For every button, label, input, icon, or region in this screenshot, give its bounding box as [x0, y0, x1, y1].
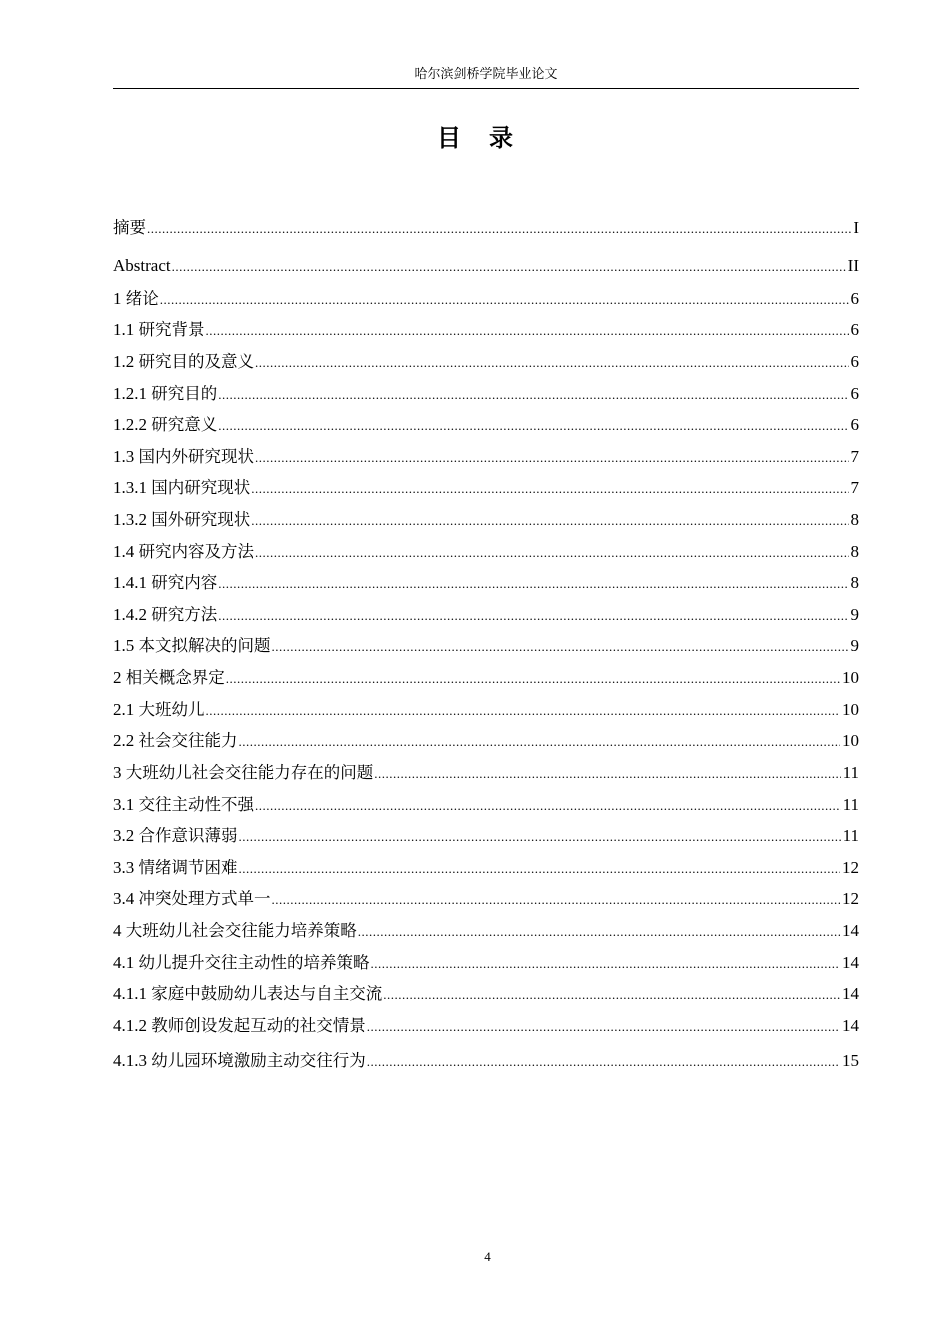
toc-entry-label [113, 729, 238, 753]
toc-entry-label [113, 1049, 366, 1073]
toc-entry[interactable] [113, 445, 859, 469]
toc-entry-label [113, 540, 254, 564]
toc-entry-page: 6 [850, 352, 859, 371]
toc-entry-page: 8 [850, 510, 859, 529]
toc-entry-page: I [853, 218, 859, 237]
toc-entry[interactable] [113, 666, 859, 690]
toc-entry-text: 情绪调节困难 [138, 858, 238, 877]
toc-entry-label [113, 634, 271, 658]
toc-entry-label [113, 476, 250, 500]
dot-leader [206, 319, 849, 343]
toc-entry-text: 家庭中鼓励幼儿表达与自主交流 [151, 984, 383, 1003]
dot-leader [206, 699, 841, 723]
dot-leader [367, 1050, 840, 1074]
toc-entry-label [113, 982, 382, 1006]
toc-entry-label [113, 382, 217, 406]
toc-entry-label [113, 793, 254, 817]
toc-entry-page: 6 [850, 320, 859, 339]
toc-entry-text: 交往主动性不强 [138, 795, 254, 814]
toc-entry-page: 6 [850, 384, 859, 403]
dot-leader [371, 952, 841, 976]
toc-entry-page: 10 [842, 668, 859, 687]
dot-leader [160, 288, 849, 312]
toc-entry-page: 11 [842, 795, 859, 814]
toc-entry-text: 社会交往能力 [138, 731, 238, 750]
toc-entry-number: 1 [113, 289, 126, 308]
toc-entry[interactable] [113, 603, 859, 627]
dot-leader [239, 730, 841, 754]
toc-entry-page: II [847, 256, 859, 275]
toc-entry-page: 6 [850, 289, 859, 308]
toc-entry-number: 4.1 [113, 953, 139, 972]
toc-entry-number: 1.3.1 [113, 478, 152, 497]
toc-entry-number: 4.1.3 [113, 1051, 152, 1070]
toc-title: 目录 [437, 124, 541, 152]
toc-entry-text: 合作意识薄弱 [138, 826, 238, 845]
toc-entry-label [113, 856, 238, 880]
toc-entry[interactable] [113, 350, 859, 374]
toc-entry[interactable] [113, 571, 859, 595]
toc-entry-text: 大班幼儿社会交往能力存在的问题 [125, 763, 374, 782]
toc-entry-label [113, 350, 254, 374]
toc-entry[interactable] [113, 698, 859, 722]
dot-leader [218, 604, 848, 628]
toc-entry-label [113, 824, 238, 848]
toc-entry[interactable] [113, 824, 859, 848]
toc-entry[interactable] [113, 1049, 859, 1073]
toc-entry-page: 12 [842, 858, 859, 877]
toc-entry-text: 大班幼儿 [138, 700, 205, 719]
toc-entry[interactable] [113, 1014, 859, 1038]
toc-entry-page: 8 [850, 542, 859, 561]
dot-leader [226, 667, 840, 691]
toc-entry-text: 摘要 [113, 218, 146, 237]
toc-entry-number: 3.3 [113, 858, 139, 877]
toc-entry[interactable] [113, 540, 859, 564]
dot-leader [239, 825, 841, 849]
toc-entry-text: 大班幼儿社会交往能力培养策略 [125, 921, 357, 940]
toc-entry-page: 6 [850, 415, 859, 434]
dot-leader [358, 920, 840, 944]
toc-entry-text: 研究目的 [151, 384, 218, 403]
toc-entry-text: 幼儿提升交往主动性的培养策略 [138, 953, 370, 972]
toc-entry-text: 研究目的及意义 [138, 352, 254, 371]
dot-leader [218, 572, 848, 596]
dot-leader [218, 383, 848, 407]
toc-entry-label [113, 318, 205, 342]
toc-entry-page: 9 [850, 605, 859, 624]
toc-entry-page: 12 [842, 889, 859, 908]
toc-entry-text: 研究内容及方法 [138, 542, 254, 561]
dot-leader [255, 446, 849, 470]
toc-entry-label [113, 887, 271, 911]
dot-leader [383, 983, 840, 1007]
toc-entry-text: 国内外研究现状 [138, 447, 254, 466]
toc-entry[interactable] [113, 413, 859, 437]
toc-entry[interactable] [113, 982, 859, 1006]
dot-leader [147, 217, 851, 241]
toc-entry-label [113, 951, 370, 975]
toc-entry-number: 1.5 [113, 636, 139, 655]
toc-entry[interactable] [113, 729, 859, 753]
dot-leader [272, 888, 841, 912]
toc-entry-text: 研究方法 [151, 605, 218, 624]
toc-entry[interactable] [113, 856, 859, 880]
toc-entry-label [113, 445, 254, 469]
toc-entry-number: 1.1 [113, 320, 139, 339]
toc-entry[interactable] [113, 951, 859, 975]
page-number: 4 [484, 1249, 491, 1264]
toc-entry-text: 幼儿园环境激励主动交往行为 [151, 1051, 366, 1070]
toc-entry-label [113, 761, 373, 785]
toc-entry-text: 研究意义 [151, 415, 218, 434]
dot-leader [251, 477, 848, 501]
toc-entry-number: 1.4 [113, 542, 139, 561]
toc-entry-label [113, 508, 250, 532]
toc-entry[interactable] [113, 761, 859, 785]
toc-entry-number: 1.2.2 [113, 415, 152, 434]
dot-leader [272, 635, 849, 659]
toc-entry-number: 1.3 [113, 447, 139, 466]
toc-entry[interactable] [113, 887, 859, 911]
dot-leader [251, 509, 848, 533]
toc-entry-number: 3 [113, 763, 126, 782]
toc-entry-label [113, 287, 159, 311]
toc-entry-text: 冲突处理方式单一 [138, 889, 271, 908]
dot-leader [239, 857, 841, 881]
toc-entry[interactable] [113, 919, 859, 943]
toc-entry[interactable] [113, 287, 859, 311]
dot-leader [255, 794, 841, 818]
toc-entry-page: 14 [842, 1016, 859, 1035]
toc-entry[interactable] [113, 216, 859, 240]
toc-entry-number: 2 [113, 668, 126, 687]
toc-entry-number: 3.2 [113, 826, 139, 845]
dot-leader [172, 255, 846, 279]
toc-entry[interactable] [113, 382, 859, 406]
toc-entry-number: 2.2 [113, 731, 139, 750]
toc-entry-page: 10 [842, 731, 859, 750]
toc-entry-number: 1.2.1 [113, 384, 152, 403]
toc-entry-number: 4 [113, 921, 126, 940]
toc-entry-page: 9 [850, 636, 859, 655]
toc-entry-label [113, 571, 217, 595]
page-header [113, 66, 859, 89]
toc-entry-number: 1.2 [113, 352, 139, 371]
toc-entry-label [113, 603, 217, 627]
toc-entry-text: 绪论 [125, 289, 159, 308]
header-text: 哈尔滨剑桥学院毕业论文 [414, 67, 558, 82]
toc-entry-number: 3.1 [113, 795, 139, 814]
toc-entry[interactable] [113, 254, 859, 278]
toc-entry-number: 1.4.1 [113, 573, 152, 592]
toc-entry-page: 10 [842, 700, 859, 719]
toc-entry-page: 11 [842, 763, 859, 782]
toc-entry-page: 14 [842, 984, 859, 1003]
toc-entry-text: 教师创设发起互动的社交情景 [151, 1016, 366, 1035]
toc-entry-number: 4.1.2 [113, 1016, 152, 1035]
dot-leader [367, 1015, 840, 1039]
dot-leader [255, 541, 849, 565]
toc-entry-text: 研究内容 [151, 573, 218, 592]
toc-entry-label [113, 666, 225, 690]
toc-entry-page: 14 [842, 953, 859, 972]
toc-entry[interactable] [113, 634, 859, 658]
toc-entry-text: 研究背景 [138, 320, 205, 339]
toc-entry-label [113, 413, 217, 437]
toc-entry-page: 15 [842, 1051, 859, 1070]
toc-entry-page: 8 [850, 573, 859, 592]
toc-entry-label [113, 1014, 366, 1038]
toc-entry-text: 本文拟解决的问题 [138, 636, 271, 655]
toc-entry-label [113, 919, 357, 943]
toc-entry-number: 2.1 [113, 700, 139, 719]
toc-entry[interactable] [113, 318, 859, 342]
toc-entry-label [113, 254, 171, 278]
toc-entry[interactable] [113, 793, 859, 817]
toc-entry-page: 7 [850, 447, 859, 466]
toc-entry-number: 4.1.1 [113, 984, 152, 1003]
dot-leader [218, 414, 848, 438]
toc-entry-page: 7 [850, 478, 859, 497]
toc-entry[interactable] [113, 508, 859, 532]
toc-entry-label [113, 698, 205, 722]
toc-entry-text: 国外研究现状 [151, 510, 251, 529]
toc-entry-number: 1.3.2 [113, 510, 152, 529]
toc-entry-page: 11 [842, 826, 859, 845]
toc-entry-text: 国内研究现状 [151, 478, 251, 497]
toc-entry-page: 14 [842, 921, 859, 940]
dot-leader [374, 762, 840, 786]
toc-entry-text: 相关概念界定 [125, 668, 225, 687]
toc-entry-number: 1.4.2 [113, 605, 152, 624]
toc-entry-label [113, 216, 146, 240]
toc-entry-number: 3.4 [113, 889, 139, 908]
dot-leader [255, 351, 849, 375]
toc-entry-text: Abstract [113, 256, 171, 275]
toc-entry[interactable] [113, 476, 859, 500]
